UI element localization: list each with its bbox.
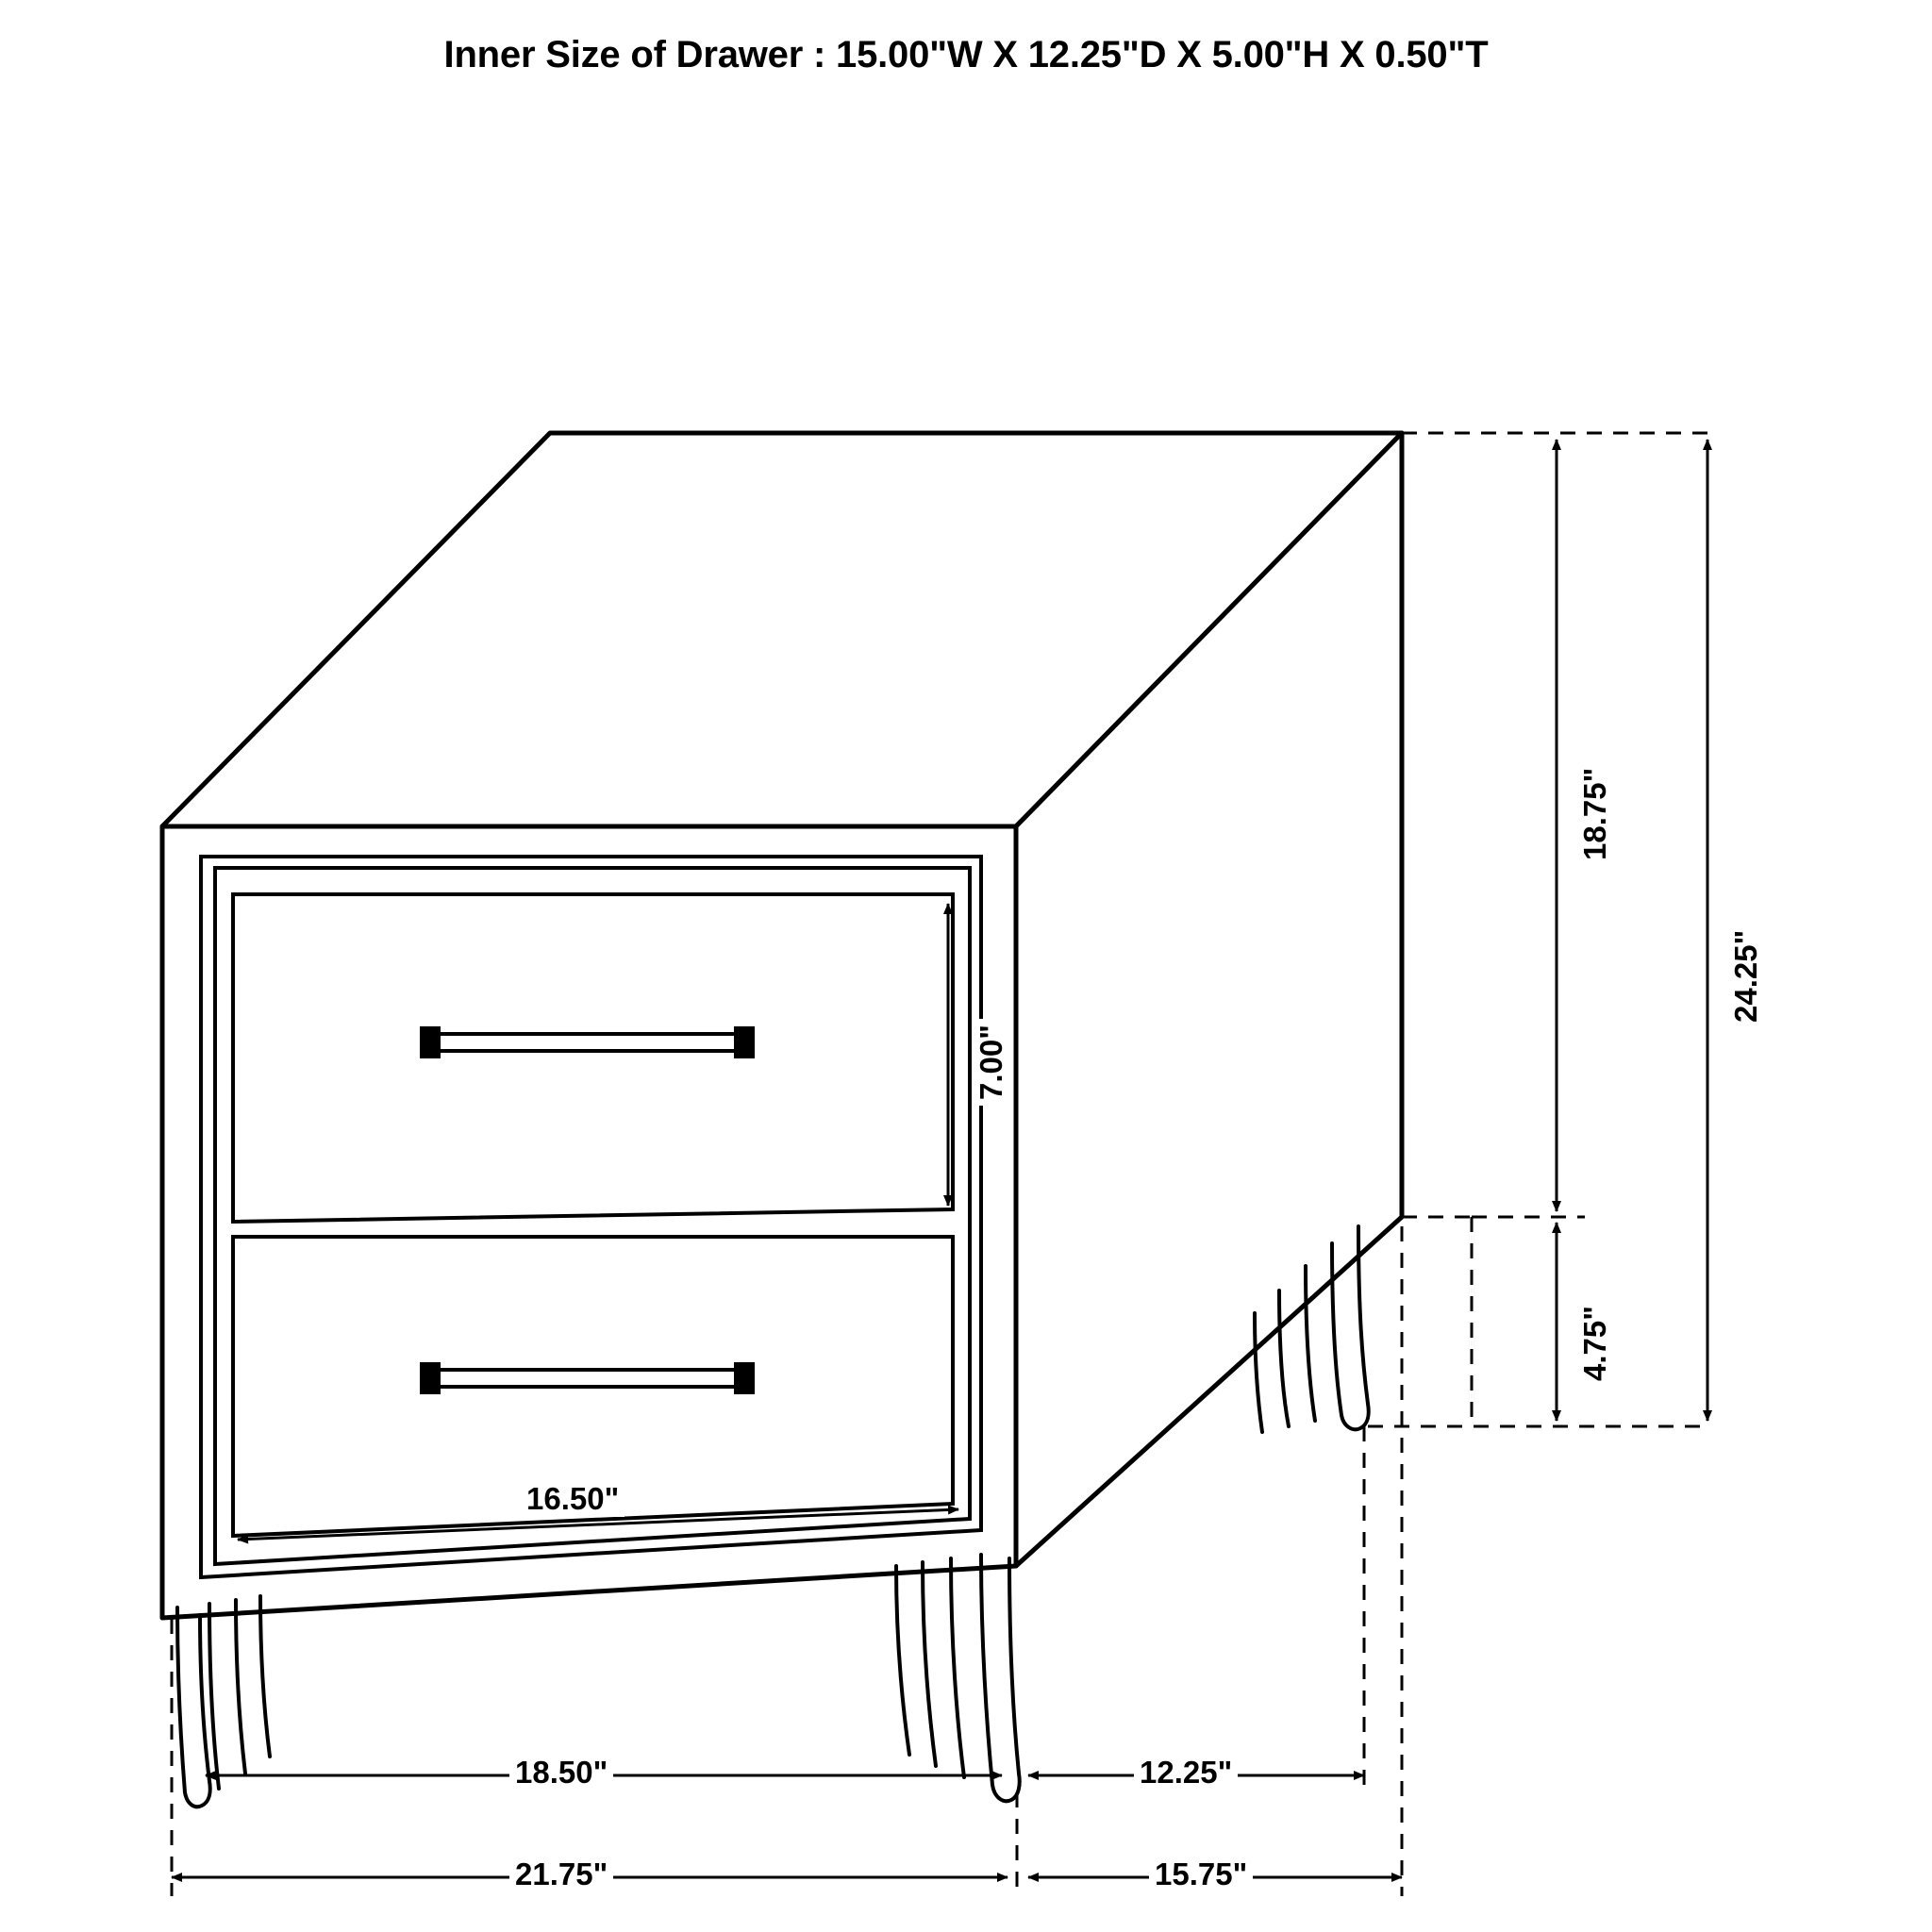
dim-label-15-75: 15.75"	[1149, 1857, 1253, 1892]
dim-label-18-50: 18.50"	[509, 1755, 613, 1790]
dim-label-4-75: 4.75"	[1577, 1300, 1613, 1387]
dim-label-21-75: 21.75"	[509, 1857, 613, 1892]
dim-label-12-25: 12.25"	[1134, 1755, 1238, 1790]
dim-label-18-75: 18.75"	[1577, 762, 1613, 866]
dim-label-16-50: 16.50"	[521, 1481, 625, 1517]
dim-label-24-25: 24.25"	[1728, 924, 1764, 1028]
leg-front-right	[981, 1555, 1020, 1801]
drawer-top-front[interactable]	[233, 894, 953, 1222]
drawer-top[interactable]	[233, 894, 953, 1222]
dim-label-7-00: 7.00"	[974, 1019, 1009, 1106]
leg-front-left	[177, 1607, 210, 1807]
page-title: Inner Size of Drawer : 15.00"W X 12.25"D X 5.00"H X 0.50"T	[443, 34, 1489, 75]
